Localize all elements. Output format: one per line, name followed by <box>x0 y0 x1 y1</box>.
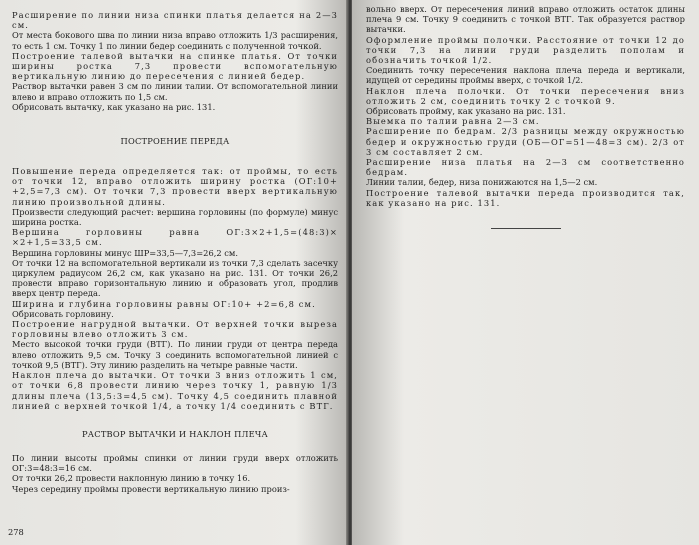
paragraph: вольно вверх. От пересечения линий вправо отложить остаток длины плеча 9 см. Точку 9 соединить с точкой ВТГ. Так образуется раствор вытачки. <box>366 4 685 35</box>
paragraph: Место высокой точки груди (ВТГ). По линии груди от центра переда влево отложить 9,5 см. Точку 3 соединить вспомогательной линией с точкой 9,5 (ВТГ). Эту линию разделить на четыре равные части. <box>12 339 338 370</box>
paragraph: Вершина горловины минус ШР=33,5—7,3=26,2 см. <box>12 247 239 258</box>
paragraph: От места бокового шва по линии низа вправо отложить 1/3 расширения, то есть 1 см. Точку 1 по линии бедер соединить с полученной точкой. <box>12 30 338 51</box>
paragraph: Построение талевой вытачки на спинке платья. От точки ширины ростка 7,3 провести вспомогательную вертикальную линию до пересечения с линией бедер. <box>12 50 338 82</box>
left-top-text <box>12 10 338 112</box>
left-page <box>0 0 348 545</box>
paragraph: От точки 12 на вспомогательной вертикали из точки 7,3 сделать засечку циркулем радиусом 26,2 см, как указано на рис. 131. От точки 26,2 провести вправо горизонтальную линию и образовать угол, продлив вверх центр переда. <box>12 257 338 299</box>
paragraph: От точки 26,2 провести наклонную линию в точку 16. <box>12 473 251 484</box>
paragraph: По линии высоты проймы спинки от линии груди вверх отложить ОГ:3=48:3=16 см. <box>12 452 338 474</box>
section-heading: РАСТВОР ВЫТАЧКИ И НАКЛОН ПЛЕЧА <box>82 428 268 439</box>
paragraph: Линии талии, бедер, низа понижаются на 1,5—2 см. <box>366 177 598 188</box>
paragraph: Обрисовать горловину. <box>12 308 114 319</box>
left-mid-text <box>12 166 338 411</box>
paragraph: Произвести следующий расчет: вершина горловины (по формуле) минус ширина ростка. <box>12 206 338 228</box>
paragraph: Расширение по бедрам. 2/3 разницы между окружностью бедер и окружностью груди (ОБ—ОГ=51—48=3 см). 2/3 от 3 см составляет 2 см. <box>366 126 685 157</box>
paragraph: Расширение низа платья на 2—3 см соответственно бедрам. <box>366 157 685 178</box>
section-heading: ПОСТРОЕНИЕ ПЕРЕДА <box>120 136 230 147</box>
paragraph: Через середину проймы провести вертикальную линию произ- <box>12 483 290 494</box>
paragraph: Обрисовать пройму, как указано на рис. 131. <box>366 106 566 117</box>
paragraph: Обрисовать вытачку, как указано на рис. 131. <box>12 101 216 112</box>
right-page <box>352 0 699 545</box>
page-number: 278 <box>8 527 24 537</box>
paragraph: Наклон плеча полочки. От точки пересечения вниз отложить 2 см, соединить точку 2 с точкой 9. <box>366 85 685 106</box>
paragraph: Выемка по талии равна 2—3 см. <box>366 116 540 127</box>
right-text <box>366 4 685 208</box>
paragraph: Ширина и глубина горловины равны ОГ:10+ +2=6,8 см. <box>12 298 316 309</box>
paragraph: Вершина горловины равна ОГ:3×2+1,5=(48:3)× ×2+1,5=33,5 см. <box>12 227 338 248</box>
paragraph: Соединить точку пересечения наклона плеча переда и вертикали, идущей от середины проймы вверх, с точкой 1/2. <box>366 65 685 86</box>
paragraph: Наклон плеча до вытачки. От точки 3 вниз отложить 1 см, от точки 6,8 провести линию через точку 1, равную 1/3 длины плеча (13,5:3=4,5 см). Точку 4,5 соединить плавной линией с верхней точкой 1/4, а точку 1/4 соединить с ВТГ. <box>12 370 338 411</box>
paragraph: Повышение переда определяется так: от проймы, то есть от точки 12, вправо отложить ширину ростка (ОГ:10+ +2,5=7,3 см). От точки 7,3 провести вверх вертикальную линию произвольной длины. <box>12 166 338 207</box>
paragraph: Оформление проймы полочки. Расстояние от точки 12 до точки 7,3 на линии груди разделить пополам и обозначить точкой 1/2. <box>366 34 685 66</box>
left-bottom-text <box>12 453 338 494</box>
paragraph: Построение нагрудной вытачки. От верхней точки выреза горловины влево отложить 3 см. <box>12 319 338 340</box>
paragraph: Расширение по линии низа спинки платья делается на 2—3 см. <box>12 10 338 31</box>
separator-rule <box>491 228 561 229</box>
paragraph: Раствор вытачки равен 3 см по линии талии. От вспомогательной линии влево и вправо отложить по 1,5 см. <box>12 81 338 102</box>
paragraph: Построение талевой вытачки переда производится так, как указано на рис. 131. <box>366 187 685 208</box>
